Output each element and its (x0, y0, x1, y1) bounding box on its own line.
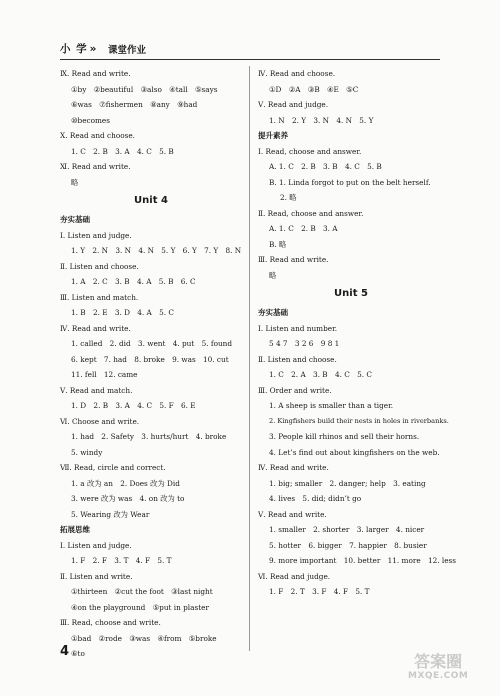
answer-line: 2. Kingfishers build their nests in holes in riverbanks. (269, 416, 449, 425)
section-title: Ⅱ. Listen and choose. (60, 261, 139, 271)
section-title: Ⅵ. Choose and write. (60, 416, 140, 426)
answer-line: ⑩becomes (71, 115, 110, 125)
section-title: Ⅰ. Read, choose and answer. (258, 146, 362, 156)
answer-line: 1. a 改为 an 2. Does 改为 Did (71, 478, 180, 488)
answer-line: 略 (269, 270, 277, 280)
answer-line: 1. N 2. Y 3. N 4. N 5. Y (269, 115, 374, 125)
section-title: Ⅱ. Listen and choose. (258, 354, 337, 364)
answer-line: ①thirteen ②cut the foot ③last night (71, 587, 213, 596)
right-column (258, 66, 457, 600)
answer-line: 1. B 2. E 3. D 4. A 5. C (71, 308, 174, 317)
column-divider (249, 66, 250, 651)
watermark-url: MXQE.COM (408, 671, 469, 681)
answer-line: 1. D 2. B 3. A 4. C 5. F 6. E (71, 401, 196, 410)
section-title: Ⅳ. Read and write. (60, 323, 131, 333)
unit-title: Unit 5 (334, 288, 368, 299)
category-heading: 拓展思维 (60, 525, 90, 534)
answer-line: 6. kept 7. had 8. broke 9. was 10. cut (71, 354, 229, 364)
category-heading: 提升素养 (258, 131, 288, 140)
answer-line: 4. lives 5. did; didn’t go (269, 494, 362, 503)
section-title: Ⅳ. Read and choose. (258, 69, 336, 78)
watermark-text: 答案圈 (414, 652, 463, 671)
answer-line: 1. A 2. C 3. B 4. A 5. B 6. C (71, 277, 196, 286)
section-title: Ⅸ. Read and write. (60, 69, 131, 78)
answer-line: 11. fell 12. came (71, 370, 138, 379)
answer-line: ⑥was ⑦fishermen ⑧any ⑨had (71, 100, 198, 109)
section-title: Ⅴ. Read and judge. (258, 100, 329, 109)
series-title: 小 学 » (60, 43, 98, 55)
answer-line: 1. smaller 2. shorter 3. larger 4. nicer (269, 525, 425, 534)
book-subtitle: 课堂作业 (108, 45, 147, 56)
section-title: Ⅰ. Listen and judge. (60, 230, 132, 240)
answer-line: 1. C 2. A 3. B 4. C 5. C (269, 370, 372, 379)
answer-line: 1. had 2. Safety 3. hurts/hurt 4. broke (71, 432, 227, 441)
watermark (408, 652, 469, 683)
answer-line: ①bad ②rode ③was ④from ⑤broke (71, 633, 217, 643)
section-title: Ⅲ. Read and write. (258, 255, 329, 264)
section-title: Ⅴ. Read and write. (258, 509, 327, 519)
answer-line: 3. People kill rhinos and sell their horns. (269, 432, 420, 441)
answer-line: 1. Y 2. N 3. N 4. N 5. Y 6. Y 7. Y 8. N (71, 246, 242, 255)
section-title: Ⅱ. Listen and write. (60, 571, 133, 581)
page-header (0, 38, 500, 60)
answer-line: B. 略 (269, 239, 287, 249)
header-rule (60, 59, 440, 60)
answer-line: 1. called 2. did 3. went 4. put 5. found (71, 339, 233, 348)
section-title: Ⅲ. Order and write. (258, 385, 332, 395)
answer-line: ①by ②beautiful ③also ④tall ⑤says (71, 84, 218, 94)
page-number: 4 (60, 644, 70, 659)
section-title: Ⅹ. Read and choose. (60, 131, 135, 140)
answer-line: 5 4 7 3 2 6 9 8 1 (269, 339, 340, 348)
left-column (60, 66, 242, 662)
answer-line: 5. windy (71, 447, 103, 457)
answer-line: 5. hotter 6. bigger 7. happier 8. busier (269, 540, 427, 550)
answer-line: 1. F 2. F 3. T 4. F 5. T (71, 556, 172, 565)
answer-line: ①D ②A ③B ④E ⑤C (269, 84, 359, 94)
answer-line: 5. Wearing 改为 Wear (71, 509, 150, 519)
answer-line: 1. A sheep is smaller than a tiger. (269, 401, 394, 410)
answer-line: A. 1. C 2. B 3. B 4. C 5. B (269, 162, 382, 171)
answer-line: A. 1. C 2. B 3. A (269, 224, 338, 233)
category-heading: 夯实基础 (60, 215, 90, 224)
answer-line: 4. Let’s find out about kingfishers on the web. (269, 447, 440, 457)
double-chevron-icon: » (89, 43, 98, 55)
answer-line: 1. big; smaller 2. danger; help 3. eating (269, 478, 426, 488)
section-title: Ⅺ. Read and write. (60, 162, 131, 171)
answer-line: 略 (71, 177, 79, 187)
answer-line: ④on the playground ⑤put in plaster (71, 602, 209, 612)
section-title: Ⅲ. Listen and match. (60, 292, 139, 302)
answer-line: 9. more important 10. better 11. more 12. less (269, 556, 457, 565)
section-title: Ⅱ. Read, choose and answer. (258, 208, 364, 218)
category-heading: 夯实基础 (258, 308, 288, 317)
answer-line: B. 1. Linda forgot to put on the belt herself. (269, 177, 431, 187)
answer-line: 3. were 改为 was 4. on 改为 to (71, 494, 185, 503)
section-title: Ⅵ. Read and judge. (258, 571, 331, 581)
section-title: Ⅶ. Read, circle and correct. (60, 463, 166, 472)
answer-line: 1. F 2. T 3. F 4. F 5. T (269, 587, 370, 596)
section-title: Ⅴ. Read and match. (60, 385, 133, 395)
answer-line: 1. C 2. B 3. A 4. C 5. B (71, 146, 174, 156)
answer-line: ⑥to (71, 649, 85, 658)
section-title: Ⅲ. Read, choose and write. (60, 618, 161, 627)
section-title: Ⅰ. Listen and number. (258, 323, 338, 333)
section-title: Ⅳ. Read and write. (258, 463, 329, 472)
section-title: Ⅰ. Listen and judge. (60, 540, 132, 550)
unit-title: Unit 4 (134, 195, 168, 206)
answer-line: 2. 略 (280, 193, 297, 202)
